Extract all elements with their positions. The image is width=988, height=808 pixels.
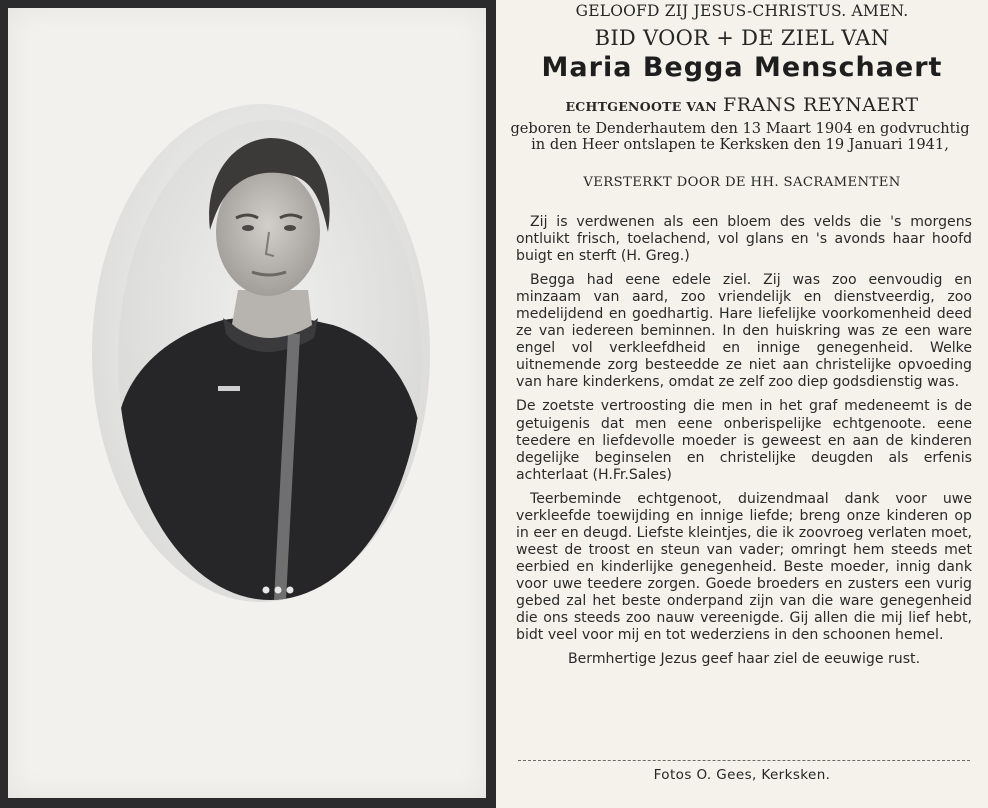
photographer-credit: Fotos O. Gees, Kerksken. [653,767,831,783]
sacraments-line: VERSTERKT DOOR DE HH. SACRAMENTEN [583,175,901,190]
deceased-name: Maria Begga Menschaert [541,52,943,83]
memorial-text [516,214,972,668]
portrait-photo [118,120,422,600]
heading-prayer: BID VOOR + DE ZIEL VAN [594,26,890,50]
spouse-line [496,94,988,116]
paragraph: Begga had eene edele ziel. Zij was zoo eenvoudig en minzaam van aard, zoo vriendelijk en dienstveerdig, zoo medelijdend en goedhartig. Hare liefelijke voorkomenheid deed ze van iedereen beminnen. In den huiskring was ze een ware engel vol verkleefdheid en innige genegenheid. Welke uitnemende zorg besteedde ze niet aan christelijke opvoeding van hare kinderkens, omdat ze zelf zoo diep godsdienstig was. [516,272,972,391]
text-card [496,0,988,808]
heading-praise: GELOOFD ZIJ JESUS-CHRISTUS. AMEN. [575,2,909,20]
birth-death-text: geboren te Denderhautem den 13 Maart 1904 en godvruchtig in den Heer ontslapen te Kerksken den 19 Januari 1941, [510,120,970,154]
photo-card [8,8,486,798]
spouse-name: FRANS REYNAERT [723,94,919,116]
paragraph: Teerbeminde echtgenoot, duizendmaal dank voor uwe verkleefde toewijding en innige liefde; breng onze kinderen op in eer en deugd. Liefste kleintjes, die ik zoovroeg verlaten moet, weest de troost en steun van vader; omringt hem steeds met eerbied en kinderlijke genegenheid. Beste moeder, innig dank voor uwe teedere zorgen. Goede broeders en zusters een vurig gebed zal het beste onderpand zijn van die ware genegenheid die ons steeds zoo nauw vereenigde. Gij allen die mij lief hebt, bidt veel voor mij en tot wederziens in den schoonen hemel. [516,490,972,644]
spouse-prefix: ECHTGENOOTE VAN [565,99,717,114]
paragraph: De zoetste vertroosting die men in het graf medeneemt is de getuigenis dat men eene onberispelijke echtgenoote. eene teedere en liefdevolle moeder is geweest en aan de kinderen degelijke beginselen en christelijke deugden als erfenis achterlaat (H.Fr.Sales) [516,398,972,483]
paragraph: Zij is verdwenen als een bloem des velds die 's morgens ontluikt frisch, toelachend, vol glans en 's avonds haar hoofd buigt en sterft (H. Greg.) [516,214,972,265]
closing-prayer: Bermhertige Jezus geef haar ziel de eeuwige rust. [567,651,921,668]
divider [518,760,970,761]
